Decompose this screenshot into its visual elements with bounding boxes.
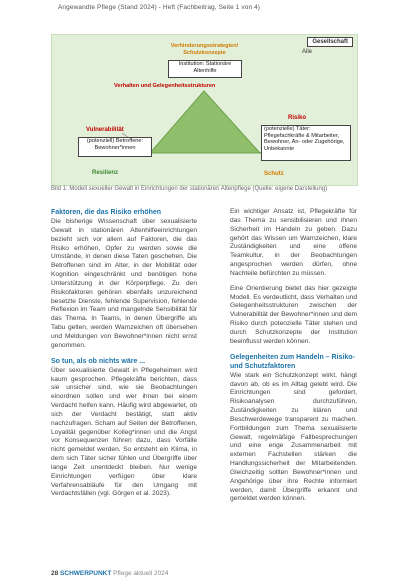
page-number: 28 [51,570,59,577]
figure-diagram [52,35,357,185]
body-paragraph: Über sexualisierte Gewalt in Pflegeheimen wird kaum gesprochen. Pflegekräfte berichten, dass sie unsicher sind, wie sie Beobachtungen einordnen sollen und wer ihnen bei einem Verdacht helfen kann. Häufig wird abgewartet, ob sich der Verdacht bestätigt, statt aktiv nachzufragen. Scham auf Seiten der Betroffenen, Loyalität gegenüber Kolleg*innen und die Angst vor Konsequenzen führen dazu, dass Vorfälle nicht gemeldet werden. So entsteht ein Klima, in dem sich Täter sicher fühlen und Übergriffe über lange Zeit unentdeckt bleiben. Nur wenige Einrichtungen verfügen über klare Verfahrensabläufe für den Umgang mit Verdachtsfällen (vgl. Görgen et al. 2023). [51,366,197,498]
alle-label: Alle [302,49,313,55]
section-brand: SCHWERPUNKT [60,570,112,577]
section-heading: So tun, als ob nichts wäre ... [51,357,146,365]
section-heading: Faktoren, die das Risiko erhöhen [51,209,162,216]
prevention-title: Verhinderungsstrategien/ Schutzkonzepte [170,43,239,56]
body-paragraph: Eine Orientierung bietet das hier gezeigte Modell. Es verdeutlicht, dass Verhalten und Gelegenheitsstrukturen zwischen der Vulnerabilität der Bewohner*innen und dem Risiko durch potenzielle Täter stehen und durch Schutzkonzepte der Institution beeinflusst werden können. [230,284,357,345]
left-column [51,208,197,505]
risiko-label: Risiko [288,115,307,121]
page-footer [51,570,168,577]
section-heading: Gelegenheiten zum Handeln – Risiko- und Schutzfaktoren [230,353,355,370]
issue-label: Pflege aktuell 2024 [113,570,169,577]
running-head: Angewandte Pflege (Stand 2024) - Heft (Fachbeitrag, Seite 1 von 4) [58,4,261,11]
verhalten-label: Verhalten und Gelegenheitsstrukturen [114,83,216,89]
figure-model [51,34,358,186]
institution-box: Institution: Stationäre Altenhilfe [168,60,242,78]
right-column [230,208,357,510]
figure-caption: Bild 1: Modell sexueller Gewalt in Einrichtungen der stationären Altenpflege (Quelle: eigene Darstellung) [51,186,328,192]
triangle-shape [150,91,260,153]
resilienz-label: Resilienz [92,170,119,176]
victims-box: (potenziell) Betroffene: Bewohner*innen [78,137,152,157]
body-paragraph: Wie stark ein Schutzkonzept wirkt, hängt davon ab, ob es im Alltag gelebt wird. Die Einrichtungen sind gefordert, Risikoanalysen durchzuführen, Zuständigkeiten zu klären und Beschwerdewege transparent zu machen. Fortbildungen zum Thema sexualisierte Gewalt, regelmäßige Fallbesprechungen und eine enge Zusammenarbeit mit externen Fachstellen stärken die Handlungssicherheit der Mitarbeitenden. Gleichzeitig sollten Bewohner*innen und Angehörige über ihre Rechte informiert werden, damit Übergriffe erkannt und gemeldet werden können. [230,371,357,503]
perpetrators-box: (potenzielle) Täter: Pflegefachkräfte & Mitarbeiter, Bewohner, An- oder Zugehörige, Unbekannte [261,125,351,161]
schutz-label: Schutz [264,171,284,177]
body-paragraph: Ein wichtiger Ansatz ist, Pflegekräfte für das Thema zu sensibilisieren und ihnen Sicherheit im Handeln zu geben. Dazu gehört das Wissen um Warnzeichen, klare Zuständigkeiten und eine offene Teamkultur, in der Beobachtungen angesprochen werden dürfen, ohne Nachteile befürchten zu müssen. [230,208,357,277]
vulnerabilitaet-label: Vulnerabilität [86,127,124,133]
gesellschaft-label: Gesellschaft [307,37,353,47]
body-paragraph: Die bisherige Wissenschaft über sexualisierte Gewalt in stationären Altenhilfeeinrichtungen bezieht sich vor allem auf Faktoren, die das Risiko erhöhen, Opfer zu werden sowie die Umstände, in denen diese Taten geschehen. Die Betroffenen sind im Alter, in der Mobilität oder Kognition eingeschränkt und benötigen hohe Unterstützung in der Körperpflege. Zu den Risikofaktoren gehören ebenfalls unzureichend besetzte Dienste, fehlende Supervision, fehlende Reflexion im Team und mangelnde Sensibilität für das Thema. In Teams, in denen Übergriffe als Tabu gelten, werden Warnzeichen oft übersehen und Meldungen von Bewohner*innen nicht ernst genommen. [51,218,197,349]
